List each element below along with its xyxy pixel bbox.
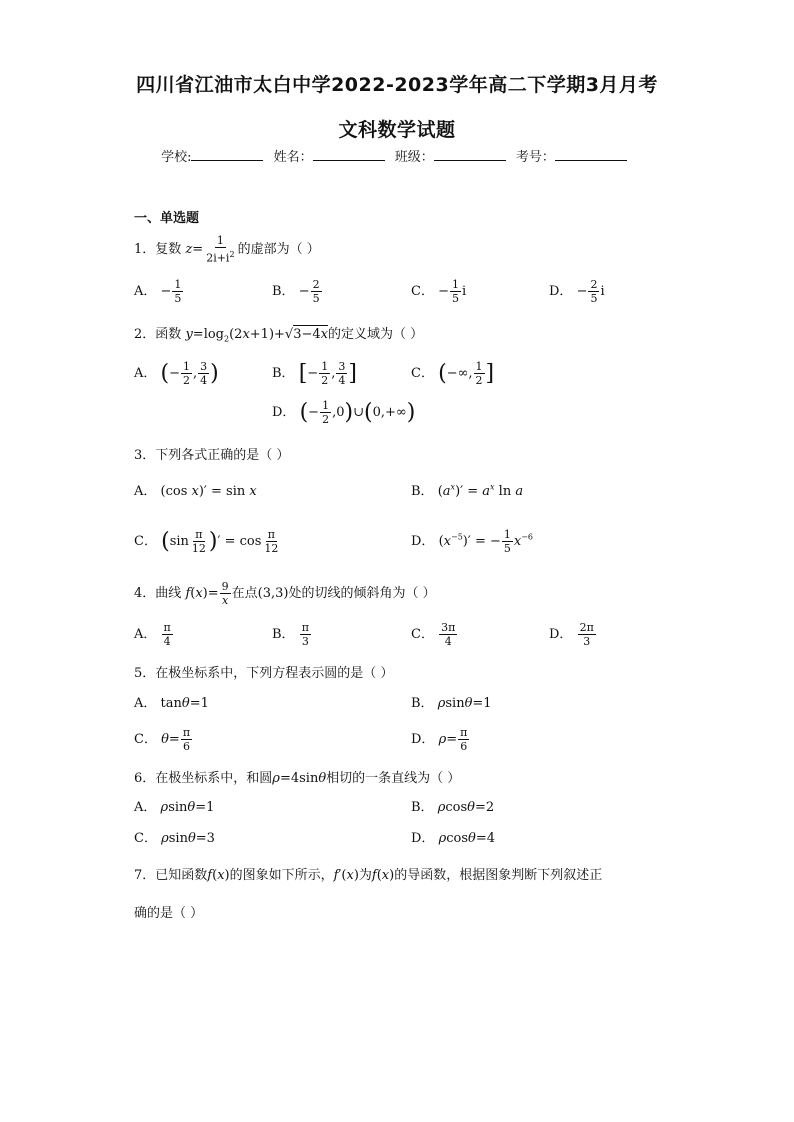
- question-text: 函数: [155, 327, 182, 342]
- question-7: 7．已知函数f(x)的图象如下所示，f′(x)为f(x)的导函数，根据图象判断下列叙述正: [134, 868, 603, 883]
- question-number: 5．: [134, 666, 156, 681]
- school-blank[interactable]: [191, 148, 263, 161]
- q1-option-d[interactable]: D． − $\frac{2}{5}$ i: [549, 278, 605, 305]
- q2-option-a[interactable]: A． (− $\frac{1}{2}$ , $\frac{3}{4}$ ): [134, 360, 219, 387]
- question-text: 的定义域为（ ）: [327, 327, 424, 342]
- name-label: 姓名：: [273, 150, 313, 165]
- q6-option-a[interactable]: A． ρsinθ=1: [134, 800, 215, 815]
- q1-option-a[interactable]: A． − $\frac{1}{5}$: [134, 278, 182, 305]
- question-5: [134, 662, 393, 681]
- q3-option-b[interactable]: B． $(a^x)' = a^x$ ln a: [411, 482, 524, 499]
- question-text: 处的切线的倾斜角为（ ）: [288, 586, 436, 601]
- question-text: 相切的一条直线为（ ）: [326, 771, 461, 786]
- q2-option-d[interactable]: D． (− $\frac{1}{2}$ ,0)∪(0,+∞): [272, 399, 416, 426]
- q4-option-a[interactable]: A． $\frac{\pi}{4}$: [134, 621, 171, 648]
- question-1: 1．复数 z= $\frac{1}{2i+i^2}$ 的虚部为（ ）: [134, 234, 320, 265]
- q1-option-b[interactable]: B． − $\frac{2}{5}$: [272, 278, 320, 305]
- exam-number-blank[interactable]: [555, 148, 627, 161]
- q5-option-b[interactable]: B． ρsinθ=1: [411, 696, 492, 711]
- q6-option-c[interactable]: C． ρsinθ=3: [134, 831, 215, 846]
- exam-title-line1: 四川省江油市太白中学2022-2023学年高二下学期3月月考: [136, 74, 658, 96]
- name-blank[interactable]: [313, 148, 385, 161]
- student-info-row: [0, 146, 794, 165]
- school-label: 学校:: [161, 150, 192, 165]
- exam-number-label: 考号：: [515, 150, 555, 165]
- question-number: 1．: [134, 241, 156, 257]
- q4-option-d[interactable]: D． $\frac{2\pi}{3}$: [549, 621, 594, 648]
- question-text: 的图象如下所示，: [229, 868, 334, 883]
- q6-option-d[interactable]: D． ρcosθ=4: [411, 831, 496, 846]
- question-number: 7．: [134, 868, 156, 883]
- q4-option-c[interactable]: C． $\frac{3\pi}{4}$: [411, 621, 456, 648]
- class-blank[interactable]: [434, 148, 506, 161]
- question-text: 复数: [155, 241, 182, 257]
- question-text: 在极坐标系中，下列方程表示圆的是（ ）: [155, 666, 394, 681]
- question-text: 已知函数: [155, 868, 208, 883]
- q4-option-b[interactable]: B． $\frac{\pi}{3}$: [272, 621, 309, 648]
- q5-option-a[interactable]: A． tanθ=1: [134, 696, 209, 711]
- q3-option-a[interactable]: A． (cos x)′ = sin x: [134, 484, 257, 499]
- class-label: 班级：: [394, 150, 434, 165]
- q3-option-d[interactable]: D． $(x^{-5})'$ = − $\frac{1}{5}$ $x^{-6}$: [411, 528, 534, 555]
- question-text: 的虚部为（ ）: [237, 241, 320, 257]
- question-text: 下列各式正确的是（ ）: [155, 448, 290, 463]
- question-3: [134, 444, 289, 463]
- q1-option-c[interactable]: C． − $\frac{1}{5}$ i: [411, 278, 467, 305]
- question-text: 在极坐标系中，和圆: [155, 771, 273, 786]
- q2-option-c[interactable]: C． (−∞, $\frac{1}{2}$ ]: [411, 360, 495, 387]
- question-number: 4．: [134, 586, 156, 601]
- q2-option-b[interactable]: B． [− $\frac{1}{2}$ , $\frac{3}{4}$ ]: [272, 360, 357, 387]
- question-2: 2．函数 $y=\log_2(2x+1)+√3-4x$的定义域为（ ）: [134, 327, 424, 344]
- question-text: 的导函数，根据图象判断下列叙述正: [394, 868, 603, 883]
- section-heading: 一、单选题: [134, 211, 200, 226]
- question-4: 4．曲线 f(x)= $\frac{9}{x}$ 在点(3,3)处的切线的倾斜角为（ ）: [134, 580, 436, 607]
- q6-option-b[interactable]: B． ρcosθ=2: [411, 800, 495, 815]
- question-text: 曲线: [155, 586, 182, 601]
- exam-title-line2: 文科数学试题: [338, 119, 456, 141]
- question-7-line2: 确的是（ ）: [134, 906, 204, 921]
- q5-option-d[interactable]: D． ρ= $\frac{\pi}{6}$: [411, 726, 468, 753]
- q3-option-c[interactable]: C． (sin $\frac{\pi}{12}$ )′ = cos $\frac{\pi}{12}$: [134, 528, 279, 555]
- question-6: 6．在极坐标系中，和圆ρ=4sinθ相切的一条直线为（ ）: [134, 771, 461, 786]
- question-number: 3．: [134, 448, 156, 463]
- question-text: 为: [358, 868, 372, 883]
- question-text: 在点: [231, 586, 258, 601]
- question-number: 2．: [134, 327, 156, 342]
- question-number: 6．: [134, 771, 156, 786]
- q5-option-c[interactable]: C． θ= $\frac{\pi}{6}$: [134, 726, 191, 753]
